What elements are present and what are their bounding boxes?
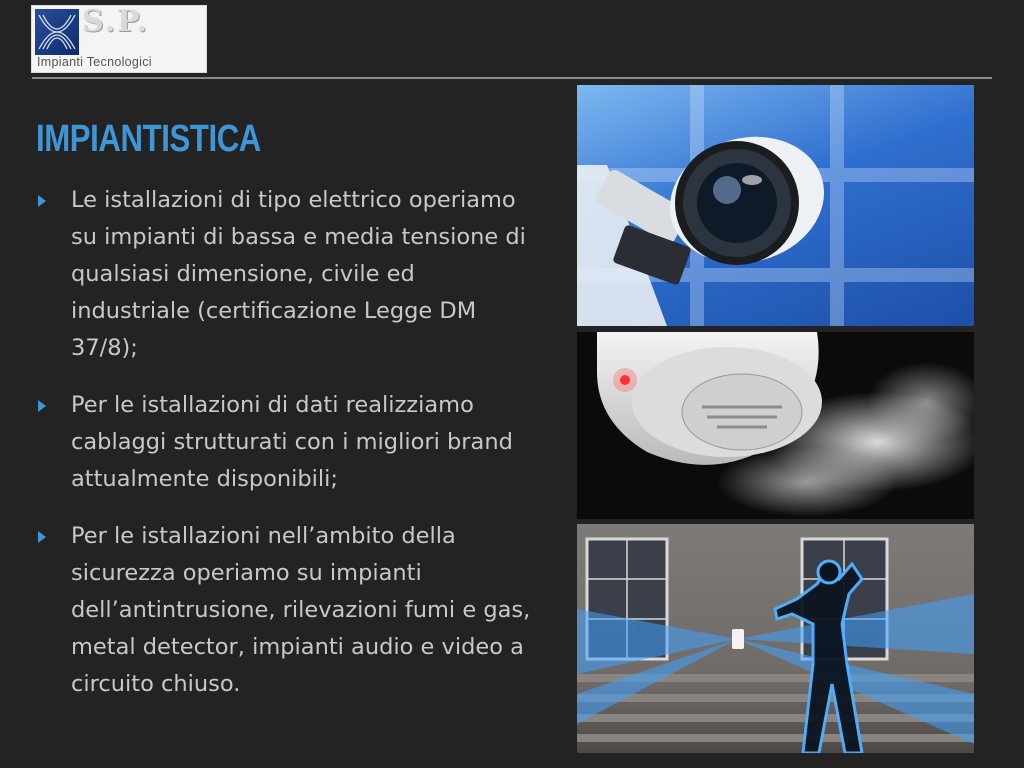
bullet-text: Le istallazioni di tipo elettrico operiamo su impianti di bassa e media tensione di qualsiasi dimensione, civile ed industriale (certificazione Legge DM 37/8); bbox=[71, 187, 526, 361]
logo-tagline: Impianti Tecnologici bbox=[37, 55, 152, 69]
bullet-arrow-icon bbox=[38, 531, 46, 543]
header-divider bbox=[32, 77, 992, 79]
bullet-arrow-icon bbox=[38, 195, 46, 207]
bullet-text: Per le istallazioni di dati realizziamo cablaggi strutturati con i migliori brand attualmente disponibili; bbox=[71, 392, 513, 492]
bullet-item-electrical bbox=[36, 182, 536, 367]
smoke-detector-photo bbox=[577, 332, 974, 519]
intrusion-sensor-photo bbox=[577, 524, 974, 753]
bullet-list bbox=[36, 182, 536, 723]
bullet-text: Per le istallazioni nell’ambito della sicurezza operiamo su impianti dell’antintrusione, rilevazioni fumi e gas, metal detector, impianti audio e video a circuito chiuso. bbox=[71, 523, 531, 697]
bullet-item-security bbox=[36, 518, 536, 703]
slide-title: IMPIANTISTICA bbox=[36, 118, 261, 160]
bullet-arrow-icon bbox=[38, 400, 46, 412]
cctv-camera-photo bbox=[577, 85, 974, 326]
logo-wordmark: S.P. bbox=[82, 4, 150, 39]
logo-mark-icon bbox=[35, 9, 79, 55]
bullet-item-data bbox=[36, 387, 536, 498]
company-logo bbox=[31, 5, 207, 73]
